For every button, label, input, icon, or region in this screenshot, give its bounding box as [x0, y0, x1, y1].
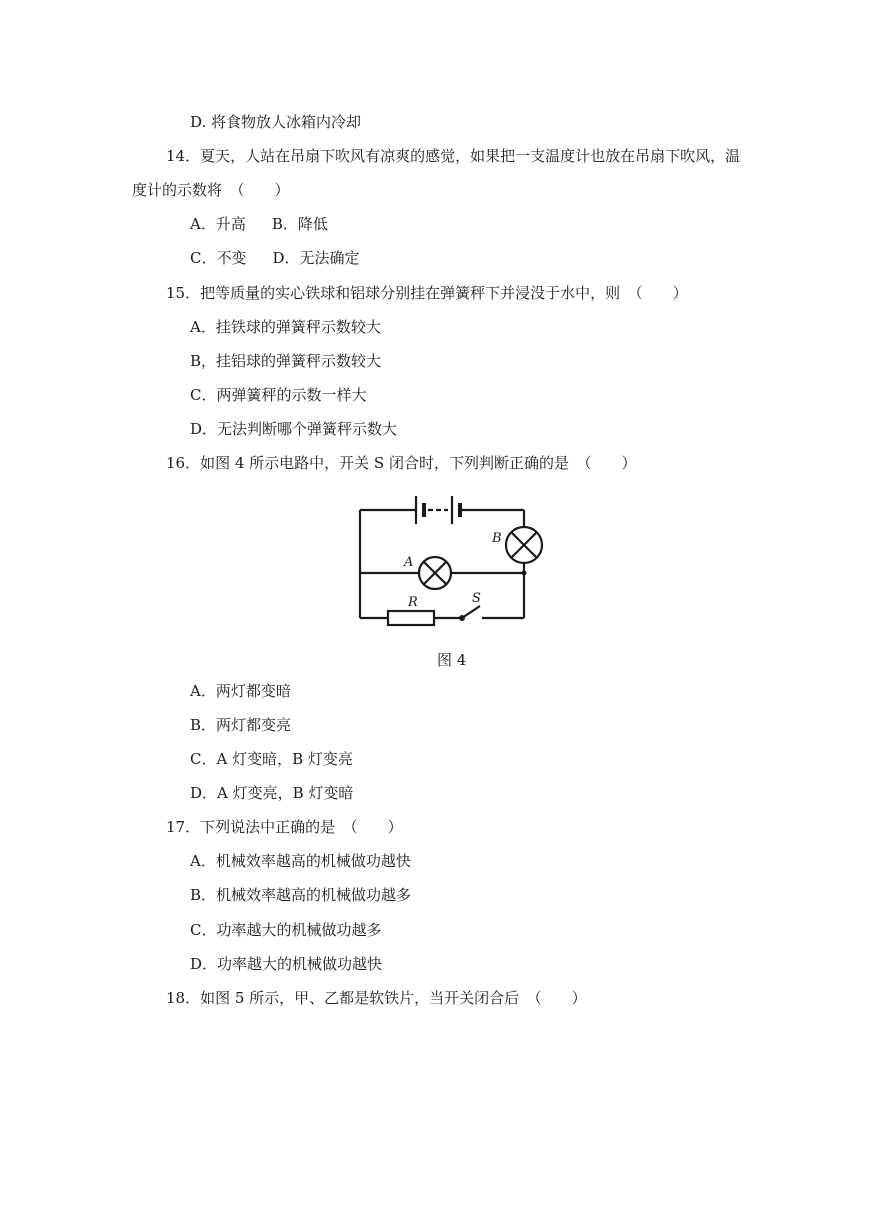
- label-b: B: [492, 531, 502, 546]
- q16-option-b: B．两灯都变亮: [190, 716, 292, 734]
- q14-options-ab: [190, 214, 328, 234]
- resistor-r: [388, 611, 434, 625]
- switch-s-blade: [462, 606, 480, 618]
- q14-stem-line2: 度计的示数将 （ ）: [132, 181, 290, 199]
- label-a: A: [404, 555, 414, 570]
- q14-option-b: B．降低: [271, 215, 328, 233]
- q18-stem: 18．如图 5 所示，甲、乙都是软铁片，当开关闭合后 （ ）: [166, 989, 587, 1007]
- q14-option-d: D．无法确定: [272, 249, 360, 267]
- q16-option-c: C．A 灯变暗，B 灯变亮: [190, 750, 353, 768]
- q14-option-c: C．不变: [190, 249, 247, 267]
- q14-options-cd: [190, 248, 360, 268]
- q16-stem: 16．如图 4 所示电路中，开关 S 闭合时，下列判断正确的是 （ ）: [166, 454, 637, 472]
- junction-right: [522, 571, 527, 576]
- q17-option-b: B．机械效率越高的机械做功越多: [190, 886, 412, 904]
- q17-option-c: C．功率越大的机械做功越多: [190, 921, 382, 939]
- label-r: R: [408, 595, 418, 610]
- q17-option-a: A．机械效率越高的机械做功越快: [190, 852, 411, 870]
- q15-option-b: B，挂铝球的弹簧秤示数较大: [190, 352, 382, 370]
- q15-option-d: D．无法判断哪个弹簧秤示数大: [190, 420, 398, 438]
- switch-pivot: [459, 615, 465, 621]
- q14-option-a: A．升高: [190, 215, 246, 233]
- circuit-diagram-figure4: [352, 490, 552, 630]
- q17-stem: 17．下列说法中正确的是 （ ）: [166, 818, 403, 836]
- q15-option-a: A．挂铁球的弹簧秤示数较大: [190, 318, 381, 336]
- q15-option-c: C．两弹簧秤的示数一样大: [190, 386, 367, 404]
- q13-option-d: D. 将食物放人冰箱内冷却: [190, 113, 362, 131]
- q16-option-a: A．两灯都变暗: [190, 682, 291, 700]
- figure-caption: 图 4: [437, 651, 467, 669]
- q15-stem: 15．把等质量的实心铁球和铝球分别挂在弹簧秤下并浸没于水中，则 （ ）: [166, 284, 688, 302]
- q14-stem-line1: 14．夏天，人站在吊扇下吹风有凉爽的感觉，如果把一支温度计也放在吊扇下吹风，温: [166, 147, 741, 165]
- q17-option-d: D．功率越大的机械做功越快: [190, 955, 383, 973]
- q16-option-d: D．A 灯变亮，B 灯变暗: [190, 784, 354, 802]
- label-s: S: [472, 591, 481, 606]
